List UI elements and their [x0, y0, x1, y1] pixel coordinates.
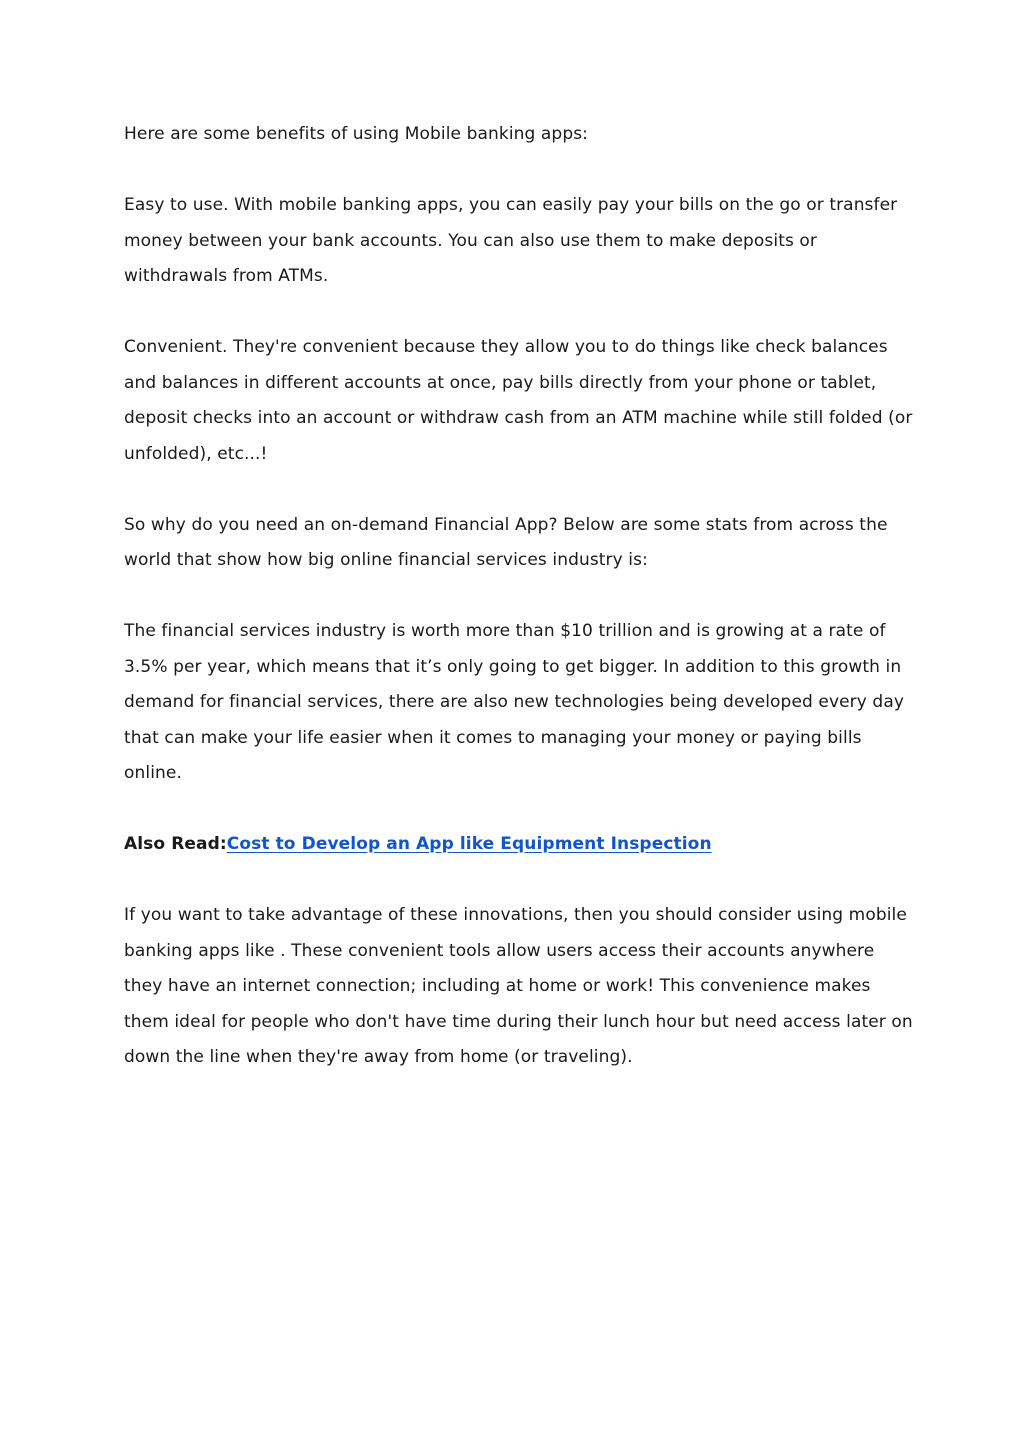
easy-to-use-paragraph: Easy to use. With mobile banking apps, you can easily pay your bills on the go or transfer money between your bank accounts. You can also use them to make deposits or withdrawals from ATMs.: [124, 195, 898, 286]
also-read-line: [124, 827, 914, 863]
also-read-link[interactable]: Cost to Develop an App like Equipment Inspection: [226, 834, 712, 854]
conclusion-paragraph: If you want to take advantage of these innovations, then you should consider using mobile banking apps like . These convenient tools allow users access their accounts anywhere they have an internet connection; including at home or work! This convenience makes them ideal for people who don't have time during their lunch hour but need access later on down the line when they're away from home (or traveling).: [124, 905, 913, 1067]
convenient-paragraph: Convenient. They're convenient because they allow you to do things like check balances and balances in different accounts at once, pay bills directly from your phone or tablet, deposit checks into an account or withdraw cash from an ATM machine while still folded (or unfolded), etc...!: [124, 337, 913, 464]
also-read-label: Also Read:: [124, 834, 227, 854]
document-body: [124, 117, 914, 1111]
intro-paragraph: Here are some benefits of using Mobile banking apps:: [124, 124, 589, 144]
why-need-paragraph: So why do you need an on-demand Financial App? Below are some stats from across the world that show how big online financial services industry is:: [124, 514, 888, 570]
industry-stats-paragraph: The financial services industry is worth more than $10 trillion and is growing at a rate of 3.5% per year, which means that it’s only going to get bigger. In addition to this growth in demand for financial services, there are also new technologies being developed every day that can make your life easier when it comes to managing your money or paying bills online.: [124, 621, 904, 783]
